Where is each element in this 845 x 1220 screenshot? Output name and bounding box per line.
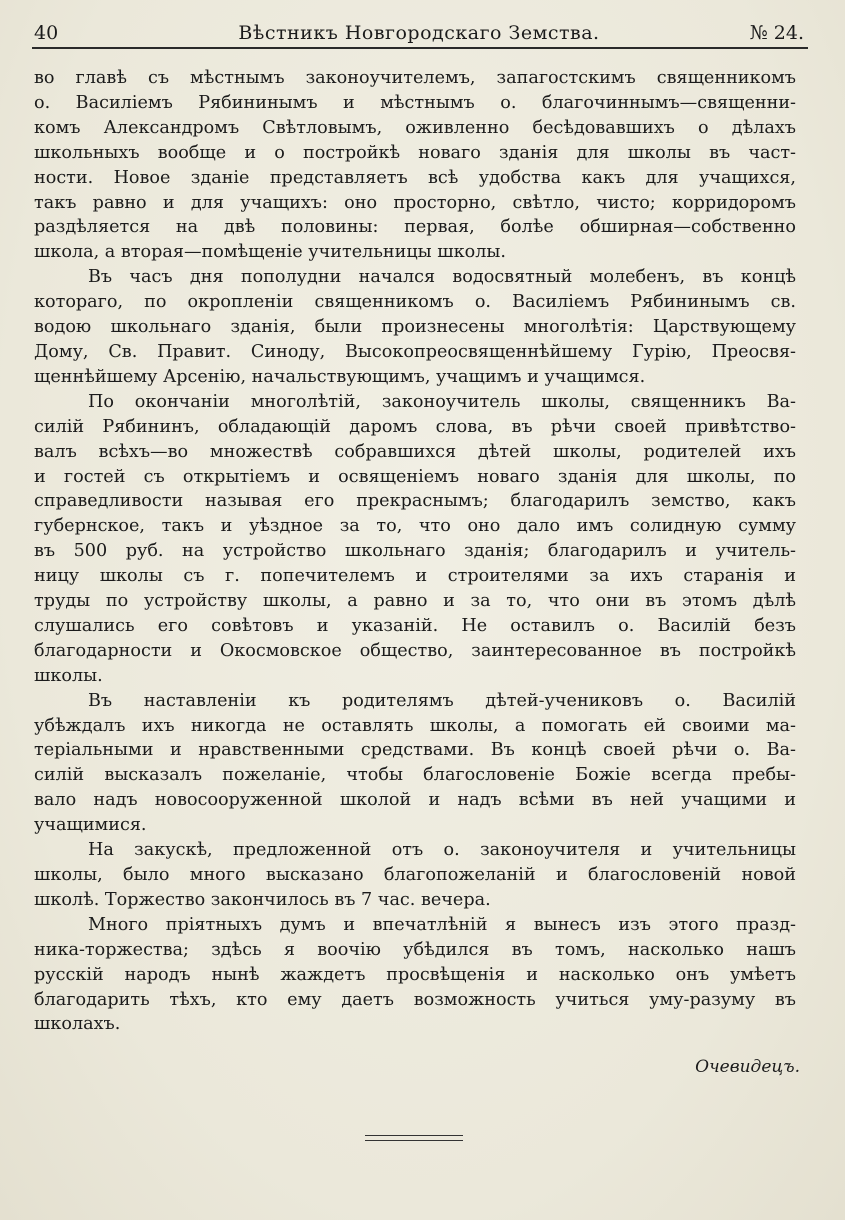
text-line: справедливости называя его прекраснымъ; благодарилъ земство, какъ: [34, 491, 796, 512]
text-line: ности. Новое зданіе представляетъ всѣ удобства какъ для учащихся,: [34, 167, 796, 188]
article-body: [34, 66, 796, 1037]
text-line: комъ Александромъ Свѣтловымъ, оживленно бесѣдовавшихъ о дѣлахъ: [34, 117, 796, 138]
text-line: и гостей съ открытіемъ и освященіемъ новаго зданія для школы, по: [34, 466, 796, 487]
text-line: школьныхъ вообще и о постройкѣ новаго зданія для школы въ част-: [34, 142, 796, 163]
text-line: На закускѣ, предложенной отъ о. законоучителя и учительницы: [88, 840, 796, 861]
text-line: ника-торжества; здѣсь я воочію убѣдился въ томъ, насколько нашъ: [34, 939, 796, 960]
text-line: труды по устройству школы, а равно и за то, что они въ этомъ дѣлѣ: [34, 591, 796, 612]
text-line: силій высказалъ пожеланіе, чтобы благословеніе Божіе всегда пребы-: [34, 765, 796, 786]
text-line: губернское, такъ и уѣздное за то, что оно дало имъ солидную сумму: [34, 516, 796, 537]
paragraph: [34, 913, 796, 1038]
issue-number: № 24.: [749, 22, 804, 44]
text-line: ницу школы съ г. попечителемъ и строителями за ихъ старанія и: [34, 566, 796, 587]
text-line: благодарить тѣхъ, кто ему даетъ возможность учиться уму-разуму въ: [34, 989, 796, 1010]
text-line: Много пріятныхъ думъ и впечатлѣній я вынесъ изъ этого празд-: [88, 914, 796, 935]
paragraph: [34, 265, 796, 390]
text-line: По окончаніи многолѣтій, законоучитель школы, священникъ Ва-: [88, 391, 796, 412]
signature: Очевидецъ.: [695, 1057, 800, 1077]
text-line: щеннѣйшему Арсенію, начальствующимъ, учащимъ и учащимся.: [34, 366, 646, 387]
text-line: силій Рябининъ, обладающій даромъ слова, въ рѣчи своей привѣтство-: [34, 416, 796, 437]
text-line: водою школьнаго зданія, были произнесены многолѣтія: Царствующему: [34, 317, 796, 338]
end-rule: [365, 1135, 463, 1141]
text-line: о. Василіемъ Рябининымъ и мѣстнымъ о. благочиннымъ—священни-: [34, 92, 796, 113]
text-line: Въ наставленіи къ родителямъ дѣтей-учениковъ о. Василій: [88, 690, 796, 711]
text-line: учащимися.: [34, 815, 147, 836]
running-header: [34, 20, 804, 46]
paragraph: [34, 689, 796, 838]
text-line: въ 500 руб. на устройство школьнаго зданія; благодарилъ и учитель-: [34, 541, 796, 562]
page-number: 40: [34, 22, 59, 44]
text-line: Дому, Св. Правит. Синоду, Высокопреосвященнѣйшему Гурію, Преосвя-: [34, 341, 796, 362]
text-line: вало надъ новосооруженной школой и надъ всѣми въ ней учащими и: [34, 790, 796, 811]
journal-title: Вѣстникъ Новгородскаго Земства.: [238, 22, 600, 44]
text-line: раздѣляется на двѣ половины: первая, болѣе обширная—собственно: [34, 217, 796, 238]
text-line: школы, было много высказано благопожеланій и благословеній новой: [34, 865, 796, 885]
header-rule: [32, 47, 808, 49]
text-line: русскій народъ нынѣ жаждетъ просвѣщенія и насколько онъ умѣетъ: [34, 964, 796, 985]
text-line: убѣждалъ ихъ никогда не оставлять школы, а помогать ей своими ма-: [34, 715, 796, 736]
text-line: школа, а вторая—помѣщеніе учительницы школы.: [34, 242, 506, 263]
text-line: Въ часъ дня пополудни начался водосвятный молебенъ, въ концѣ: [88, 267, 796, 288]
text-line: школы.: [34, 665, 103, 686]
paragraph: [34, 66, 796, 265]
text-line: валъ всѣхъ—во множествѣ собравшихся дѣтей школы, родителей ихъ: [34, 441, 796, 462]
text-line: благодарности и Окосмовское общество, заинтересованное въ постройкѣ: [34, 640, 796, 661]
paragraph: [34, 390, 796, 689]
text-line: во главѣ съ мѣстнымъ законоучителемъ, запагостскимъ священникомъ: [34, 68, 796, 88]
text-line: котораго, по окропленіи священникомъ о. Василіемъ Рябининымъ св.: [34, 292, 796, 313]
text-line: школахъ.: [34, 1014, 121, 1035]
text-line: школѣ. Торжество закончилось въ 7 час. вечера.: [34, 889, 491, 910]
paragraph: [34, 838, 796, 913]
text-line: слушались его совѣтовъ и указаній. Не оставилъ о. Василій безъ: [34, 615, 796, 636]
text-line: такъ равно и для учащихъ: оно просторно, свѣтло, чисто; корридоромъ: [34, 192, 796, 213]
text-line: теріальными и нравственными средствами. Въ концѣ своей рѣчи о. Ва-: [34, 740, 796, 761]
